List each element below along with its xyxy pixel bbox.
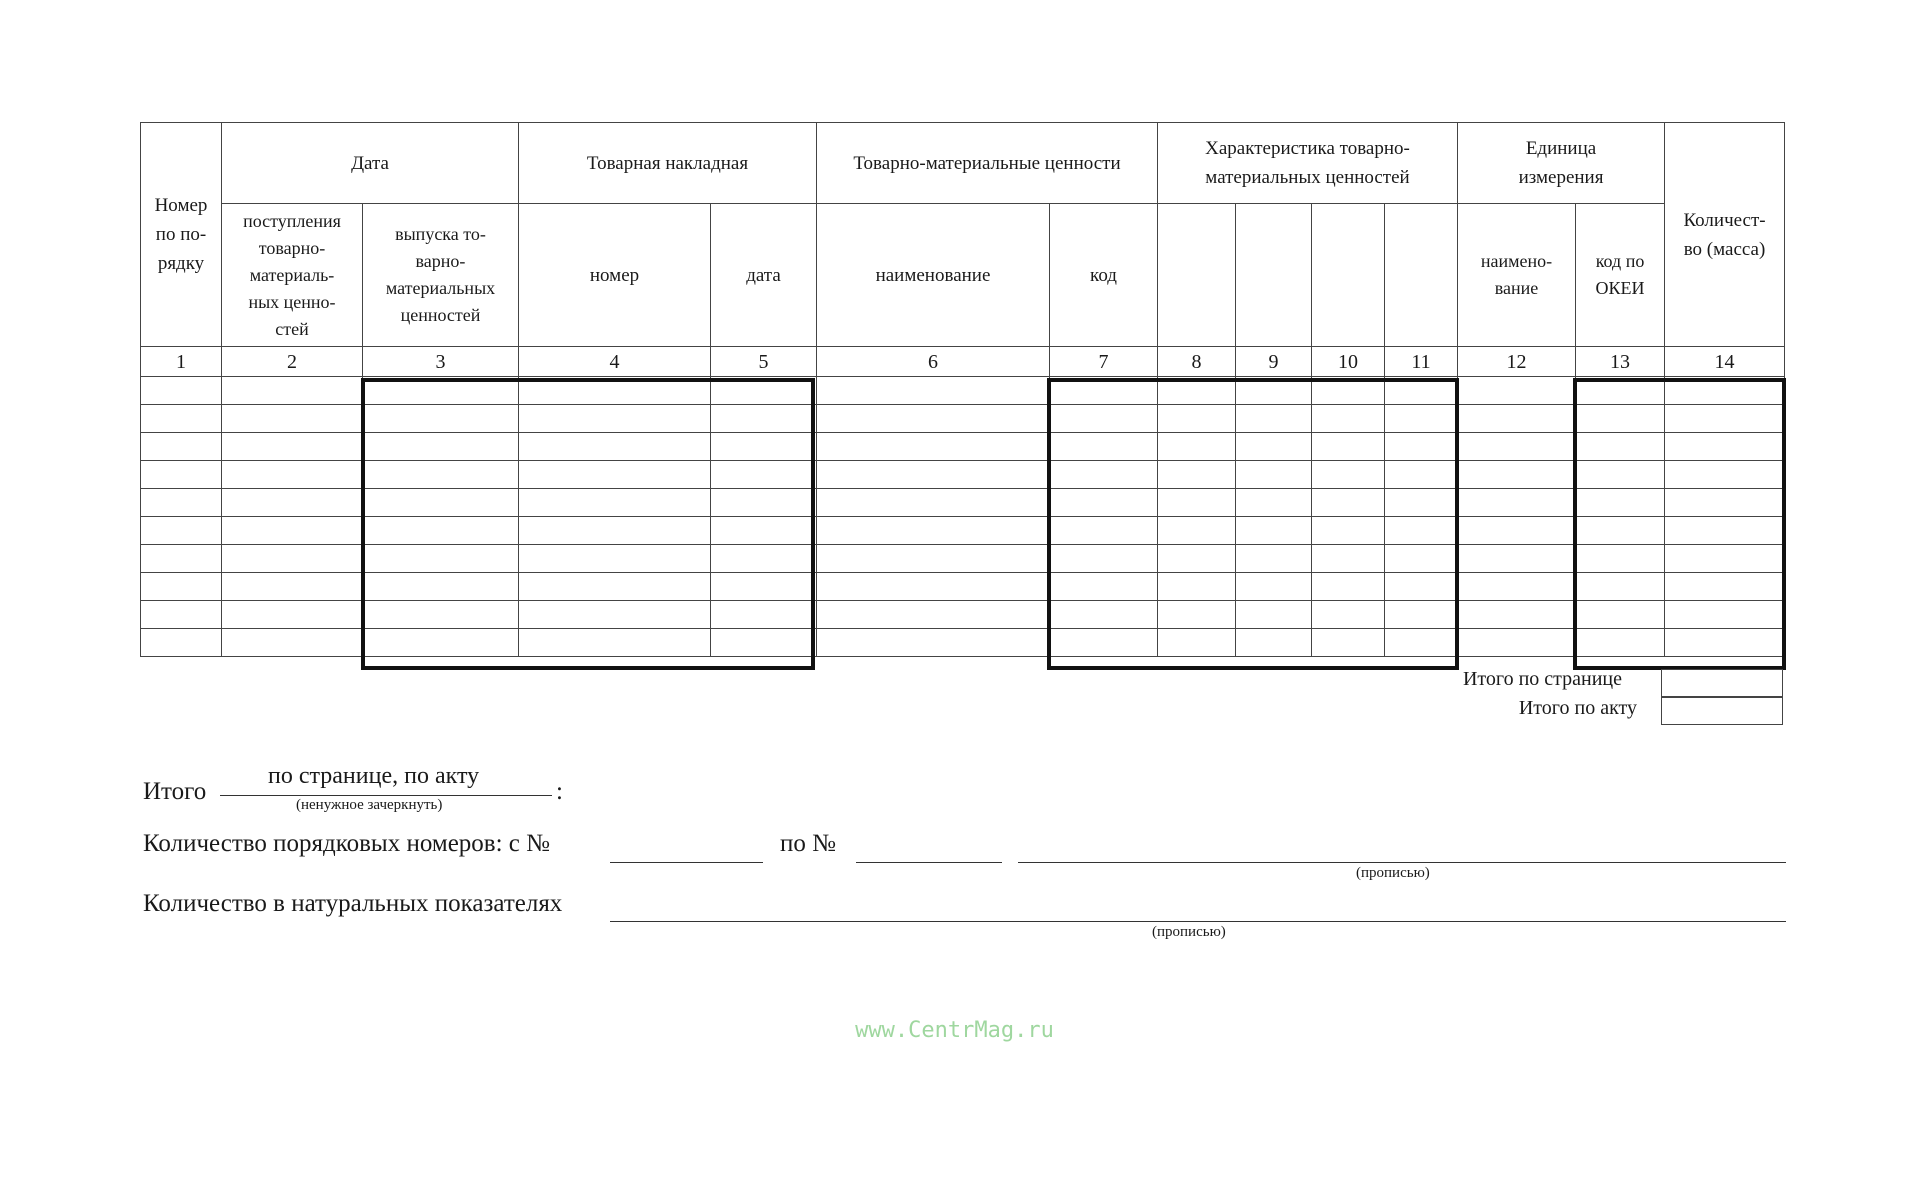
table-cell[interactable] [1236, 405, 1312, 433]
column-number: 4 [519, 347, 711, 377]
watermark: www.CentrMag.ru [855, 1018, 1054, 1043]
table-cell[interactable] [817, 517, 1050, 545]
table-cell[interactable] [1050, 573, 1158, 601]
column-number: 7 [1050, 347, 1158, 377]
date-receipt-header: поступления товарно- материаль- ных ценно- стей [222, 204, 363, 347]
table-cell[interactable] [222, 433, 363, 461]
table-cell[interactable] [1236, 461, 1312, 489]
goods-group-header: Товарно-материальные ценности [817, 123, 1158, 204]
table-cell[interactable] [817, 377, 1050, 405]
table-cell[interactable] [1158, 461, 1236, 489]
column-number: 2 [222, 347, 363, 377]
table-cell[interactable] [817, 629, 1050, 657]
waybill-group-header: Товарная накладная [519, 123, 817, 204]
table-cell[interactable] [222, 545, 363, 573]
table-cell[interactable] [1576, 405, 1665, 433]
table-cell[interactable] [519, 461, 711, 489]
characteristic-col-10-header [1312, 204, 1385, 347]
table-cell[interactable] [1385, 629, 1458, 657]
table-cell[interactable] [1576, 433, 1665, 461]
table-cell[interactable] [519, 405, 711, 433]
column-number: 10 [1312, 347, 1385, 377]
table-cell[interactable] [1665, 405, 1785, 433]
table-cell[interactable] [711, 461, 817, 489]
table-cell[interactable] [1458, 405, 1576, 433]
table-cell[interactable] [711, 489, 817, 517]
table-cell[interactable] [1312, 573, 1385, 601]
date-release-header: выпуска то- варно- материальных ценностей [363, 204, 519, 347]
table-cell[interactable] [1158, 517, 1236, 545]
table-cell[interactable] [222, 461, 363, 489]
column-number: 8 [1158, 347, 1236, 377]
table-cell[interactable] [711, 573, 817, 601]
table-cell[interactable] [1385, 405, 1458, 433]
table-cell[interactable] [1385, 489, 1458, 517]
table-cell[interactable] [1385, 573, 1458, 601]
column-number: 14 [1665, 347, 1785, 377]
count-to-field[interactable] [856, 862, 1002, 863]
header-row-2 [141, 204, 1785, 347]
itogo-underline [220, 795, 552, 796]
goods-name-header: наименование [817, 204, 1050, 347]
itogo-hint: (ненужное зачеркнуть) [296, 797, 443, 813]
table-cell[interactable] [519, 573, 711, 601]
table-cell[interactable] [1385, 545, 1458, 573]
table-cell[interactable] [1665, 545, 1785, 573]
table-cell[interactable] [363, 461, 519, 489]
page-total-label: Итого по странице [1462, 668, 1622, 690]
table-cell[interactable] [363, 601, 519, 629]
table-row [141, 433, 1785, 461]
count-in-words-hint: (прописью) [1356, 865, 1430, 881]
unit-name-header: наимено- вание [1458, 204, 1576, 347]
characteristic-col-9-header [1236, 204, 1312, 347]
table-row [141, 405, 1785, 433]
table-cell[interactable] [817, 461, 1050, 489]
table-cell[interactable] [1236, 489, 1312, 517]
table-cell[interactable] [1050, 629, 1158, 657]
table-cell[interactable] [1665, 517, 1785, 545]
table-cell[interactable] [1458, 377, 1576, 405]
inventory-form-table [140, 122, 1785, 657]
table-row [141, 377, 1785, 405]
table-cell[interactable] [1665, 573, 1785, 601]
table-cell[interactable] [817, 489, 1050, 517]
table-row [141, 489, 1785, 517]
table-cell[interactable] [1312, 377, 1385, 405]
table-cell[interactable] [1050, 601, 1158, 629]
table-cell[interactable] [1236, 433, 1312, 461]
date-group-header: Дата [222, 123, 519, 204]
table-cell[interactable] [1050, 517, 1158, 545]
table-cell[interactable] [817, 601, 1050, 629]
table-cell[interactable] [1385, 461, 1458, 489]
table-cell[interactable] [1158, 545, 1236, 573]
table-cell[interactable] [1158, 405, 1236, 433]
table-cell[interactable] [363, 629, 519, 657]
table-cell[interactable] [363, 545, 519, 573]
table-cell[interactable] [1312, 405, 1385, 433]
unit-group-header: Единица измерения [1458, 123, 1665, 204]
table-cell[interactable] [1385, 377, 1458, 405]
table-cell[interactable] [1236, 545, 1312, 573]
table-cell[interactable] [1458, 601, 1576, 629]
table-row [141, 545, 1785, 573]
table-cell[interactable] [1576, 629, 1665, 657]
table-cell[interactable] [141, 461, 222, 489]
count-label: Количество порядковых номеров: с № [143, 830, 550, 857]
table-cell[interactable] [1236, 573, 1312, 601]
table-cell[interactable] [1576, 377, 1665, 405]
table-cell[interactable] [1665, 461, 1785, 489]
table-cell[interactable] [1050, 461, 1158, 489]
table-cell[interactable] [1458, 461, 1576, 489]
table-cell[interactable] [1312, 461, 1385, 489]
count-from-field[interactable] [610, 862, 763, 863]
table-cell[interactable] [222, 629, 363, 657]
table-cell[interactable] [1236, 377, 1312, 405]
table-cell[interactable] [222, 601, 363, 629]
table-cell[interactable] [141, 489, 222, 517]
table-cell[interactable] [1458, 573, 1576, 601]
table-cell[interactable] [1385, 601, 1458, 629]
table-cell[interactable] [519, 545, 711, 573]
table-cell[interactable] [1385, 517, 1458, 545]
table-cell[interactable] [1458, 545, 1576, 573]
table-cell[interactable] [1458, 517, 1576, 545]
natural-label: Количество в натуральных показателях [143, 890, 563, 917]
itogo-colon: : [556, 778, 563, 805]
table-cell[interactable] [711, 377, 817, 405]
table-row [141, 517, 1785, 545]
table-cell[interactable] [141, 433, 222, 461]
column-number-row [141, 347, 1785, 377]
table-cell[interactable] [1385, 433, 1458, 461]
table-cell[interactable] [222, 489, 363, 517]
table-cell[interactable] [519, 433, 711, 461]
table-cell[interactable] [1050, 405, 1158, 433]
table-cell[interactable] [363, 377, 519, 405]
table-cell[interactable] [1158, 377, 1236, 405]
table-cell[interactable] [1050, 489, 1158, 517]
table-cell[interactable] [222, 517, 363, 545]
table-cell[interactable] [1458, 433, 1576, 461]
table-cell[interactable] [1576, 461, 1665, 489]
table-cell[interactable] [1158, 489, 1236, 517]
count-to-label: по № [780, 830, 836, 857]
seq-no-header: Номер по по- рядку [141, 123, 222, 347]
itogo-options: по странице, по акту [268, 763, 480, 789]
table-cell[interactable] [519, 377, 711, 405]
table-row [141, 573, 1785, 601]
table-cell[interactable] [817, 433, 1050, 461]
table-cell[interactable] [817, 405, 1050, 433]
natural-in-words-hint: (прописью) [1152, 924, 1226, 940]
waybill-number-header: номер [519, 204, 711, 347]
itogo-label: Итого [143, 778, 207, 805]
table-cell[interactable] [141, 377, 222, 405]
table-cell[interactable] [1236, 629, 1312, 657]
count-in-words-field[interactable] [1018, 862, 1786, 863]
table-cell[interactable] [1665, 629, 1785, 657]
table-cell[interactable] [711, 629, 817, 657]
table-cell[interactable] [141, 405, 222, 433]
table-cell[interactable] [363, 573, 519, 601]
column-number: 5 [711, 347, 817, 377]
column-number: 1 [141, 347, 222, 377]
table-cell[interactable] [1458, 629, 1576, 657]
table-cell[interactable] [141, 573, 222, 601]
table-cell[interactable] [1576, 573, 1665, 601]
column-number: 6 [817, 347, 1050, 377]
table-cell[interactable] [519, 629, 711, 657]
table-cell[interactable] [363, 489, 519, 517]
table-cell[interactable] [519, 601, 711, 629]
table-cell[interactable] [711, 601, 817, 629]
table-cell[interactable] [1236, 517, 1312, 545]
column-number: 3 [363, 347, 519, 377]
table-cell[interactable] [1576, 601, 1665, 629]
column-number: 13 [1576, 347, 1665, 377]
table-cell[interactable] [222, 377, 363, 405]
table-cell[interactable] [1665, 601, 1785, 629]
table-cell[interactable] [1312, 545, 1385, 573]
table-cell[interactable] [1665, 433, 1785, 461]
table-cell[interactable] [222, 405, 363, 433]
table-cell[interactable] [817, 545, 1050, 573]
table-cell[interactable] [1312, 433, 1385, 461]
table-cell[interactable] [141, 545, 222, 573]
table-cell[interactable] [817, 573, 1050, 601]
table-cell[interactable] [222, 573, 363, 601]
table-cell[interactable] [711, 517, 817, 545]
act-total-label: Итого по акту [1518, 697, 1637, 719]
column-number: 9 [1236, 347, 1312, 377]
table-cell[interactable] [1312, 489, 1385, 517]
unit-code-header: код по ОКЕИ [1576, 204, 1665, 347]
table-cell[interactable] [1158, 433, 1236, 461]
characteristics-group-header: Характеристика товарно- материальных ценностей [1158, 123, 1458, 204]
table-cell[interactable] [1576, 489, 1665, 517]
table-cell[interactable] [1158, 601, 1236, 629]
table-cell[interactable] [1312, 629, 1385, 657]
column-number: 12 [1458, 347, 1576, 377]
table-cell[interactable] [1665, 377, 1785, 405]
table-cell[interactable] [1665, 489, 1785, 517]
table-row [141, 601, 1785, 629]
table-cell[interactable] [519, 489, 711, 517]
table-cell[interactable] [141, 629, 222, 657]
table-cell[interactable] [1158, 573, 1236, 601]
table-cell[interactable] [1050, 545, 1158, 573]
table-cell[interactable] [363, 405, 519, 433]
table-cell[interactable] [711, 433, 817, 461]
table-cell[interactable] [141, 517, 222, 545]
table-row [141, 461, 1785, 489]
table-row [141, 629, 1785, 657]
table-cell[interactable] [1050, 377, 1158, 405]
table-cell[interactable] [1050, 433, 1158, 461]
waybill-date-header: дата [711, 204, 817, 347]
table-cell[interactable] [1576, 517, 1665, 545]
table-cell[interactable] [711, 545, 817, 573]
table-cell[interactable] [1312, 517, 1385, 545]
table-cell[interactable] [141, 601, 222, 629]
characteristic-col-8-header [1158, 204, 1236, 347]
table-cell[interactable] [1312, 601, 1385, 629]
table-cell[interactable] [519, 517, 711, 545]
page-total-cell [1661, 669, 1783, 697]
table-cell[interactable] [1458, 489, 1576, 517]
table-cell[interactable] [711, 405, 817, 433]
table-cell[interactable] [363, 517, 519, 545]
natural-in-words-field[interactable] [610, 921, 1786, 922]
goods-code-header: код [1050, 204, 1158, 347]
column-number: 11 [1385, 347, 1458, 377]
quantity-header: Количест- во (масса) [1665, 123, 1785, 347]
table-cell[interactable] [1158, 629, 1236, 657]
table-cell[interactable] [1236, 601, 1312, 629]
act-total-cell [1661, 697, 1783, 725]
characteristic-col-11-header [1385, 204, 1458, 347]
table-cell[interactable] [1576, 545, 1665, 573]
table-cell[interactable] [363, 433, 519, 461]
header-row-1 [141, 123, 1785, 204]
